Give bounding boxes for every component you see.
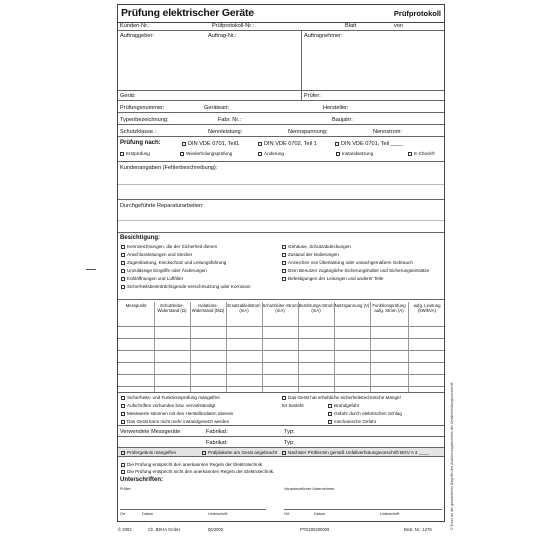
form-subtitle: Prüfprotokoll <box>393 9 441 18</box>
checkbox[interactable] <box>121 261 125 265</box>
pruefer-signature-label: Prüfer: <box>120 487 132 491</box>
table-col-line <box>298 302 299 392</box>
result-summary-row <box>118 448 444 457</box>
table-col-line <box>190 302 191 392</box>
table-col-line <box>226 302 227 392</box>
table-row[interactable] <box>118 350 444 351</box>
footer-copyright: © 2002 <box>118 527 132 532</box>
col-messpunkt: Messpunkt <box>125 303 147 308</box>
table-row[interactable] <box>118 386 444 387</box>
kundenangaben-label: Kundenangaben (Fehlerbeschreibung): <box>120 165 218 171</box>
rating-row <box>118 125 444 137</box>
unterschrift-label-right: Unterschrift <box>380 512 400 516</box>
datum-label-right: Datum <box>314 512 326 516</box>
insp-left-3[interactable]: Zugentlastung, Knickschutz und Leitungsführung <box>121 260 226 265</box>
instandsetzung-option[interactable]: Instandsetzung <box>336 151 373 156</box>
col-netzspannung: Netzspannung (V) <box>334 303 370 308</box>
result-left-1[interactable]: Sicherheits- und Funktionsprüfung mängelfrei <box>121 395 220 400</box>
nennleistung-label[interactable]: Nennleistung: <box>208 129 243 135</box>
signature-line-left[interactable] <box>120 509 266 510</box>
signature-line-right[interactable] <box>284 509 442 510</box>
checkbox[interactable] <box>258 152 262 156</box>
norm-0701-other-option[interactable]: DIN VDE 0701, Teil ____ <box>335 141 403 147</box>
result-right-3[interactable]: mechanische Gefahr <box>328 419 376 424</box>
standard-row <box>118 137 444 162</box>
datum-label-left: Datum <box>142 512 154 516</box>
ort-label-right: Ort <box>284 512 290 516</box>
write-line <box>118 184 444 185</box>
insp-right-2[interactable]: Zustand der Isolierungen <box>282 252 339 257</box>
title-bar <box>118 5 444 23</box>
footer-order: Best. Nr.: 1276 <box>404 527 432 532</box>
checkbox[interactable] <box>121 269 125 273</box>
fabrikat-label-2[interactable]: Fabrikat: <box>206 440 228 446</box>
device-row <box>118 91 444 101</box>
result-block <box>118 392 444 426</box>
checkbox[interactable] <box>408 152 412 156</box>
unterschriften-label: Unterschriften: <box>120 477 164 483</box>
header-row <box>118 22 444 31</box>
reparaturarbeiten-label: Durchgeführte Reparaturarbeiten: <box>120 203 204 209</box>
result-right-1[interactable]: Brandgefahr <box>328 403 359 408</box>
checkbox[interactable] <box>328 412 332 416</box>
statement-not-ok[interactable]: Die Prüfung entspricht nicht den anerkannten Regeln der Elektrotechnik. <box>121 469 274 474</box>
insp-right-5[interactable]: Befestigungen der Leitungen und anderer Teile <box>282 276 383 281</box>
form-title: Prüfung elektrischer Geräte <box>121 7 254 19</box>
auftraggeber-label[interactable]: Auftraggeber: <box>120 33 154 39</box>
ort-label-left: Ort <box>120 512 126 516</box>
col-schutzleiter-strom: Schutzleiter-Strom (mA) <box>262 303 298 313</box>
customer-notes-block[interactable] <box>118 162 444 200</box>
checkbox[interactable] <box>282 451 286 455</box>
col-funktionspruefung: Funktionsprüfung aufg. Strom (A) <box>372 303 406 313</box>
checkbox[interactable] <box>202 451 206 455</box>
type-row <box>118 113 444 125</box>
insp-left-1[interactable]: Kennzeichnungen, die der Sicherheit dienen <box>121 244 217 249</box>
next-test-option[interactable]: Nächster Prüftermin gemäß Unfallverhütungsvorschrift BGV A 3 ____ <box>282 450 429 455</box>
fold-mark <box>86 269 96 270</box>
insp-left-6[interactable]: Sicherheitsbeeinträchtigende Verschmutzung oder Korrosion <box>121 284 251 289</box>
plakette-option[interactable]: Prüfplakette am Gerät angebracht <box>202 450 277 455</box>
test-number-row <box>118 101 444 113</box>
result-left-2[interactable]: Aufschriften vorhanden bzw. vervollständigt <box>121 403 215 408</box>
checkbox[interactable] <box>121 451 125 455</box>
result-left-4[interactable]: Das Gerät kann nicht mehr instandgesetzt werden <box>121 419 229 424</box>
instruments-row-1 <box>118 426 444 437</box>
write-line <box>118 220 444 221</box>
von-label[interactable]: von <box>394 23 404 29</box>
checkbox[interactable] <box>121 463 125 467</box>
norm-0701-option[interactable]: DIN VDE 0701, Teil1 <box>182 141 239 147</box>
schutzklasse-label[interactable]: Schutzklasse.: <box>120 129 157 135</box>
fabr-nr-label[interactable]: Fabr. Nr.: <box>218 117 242 123</box>
client-divider <box>301 31 302 91</box>
col-ersatzableitstrom: Ersatzableitstrom (mA) <box>227 303 261 313</box>
table-col-line <box>408 302 409 392</box>
result-right-main[interactable]: Das Gerät hat erhebliche sicherheitstechnische Mängel <box>282 395 401 400</box>
blatt-label[interactable]: Blatt <box>345 23 357 29</box>
footer-code: PTD200200009 <box>300 527 330 532</box>
pruefung-nach-label: Prüfung nach: <box>120 140 161 146</box>
insp-right-4[interactable]: Dem Benutzer zugängliche Sicherungshalter und Sicherungseinsätze <box>282 268 429 273</box>
test-protocol-form <box>117 4 445 522</box>
responsible-signature-label: Verantwortlicher Unternehmer <box>284 487 335 491</box>
col-isolationswiderstand: Isolations-Widerstand (MΩ) <box>191 303 225 313</box>
nennspannung-label[interactable]: Nennspannung: <box>288 129 328 135</box>
table-row[interactable] <box>118 374 444 375</box>
typ-label[interactable]: Typ: <box>284 429 295 435</box>
auftrag-nr-label[interactable]: Auftrag-Nr.: <box>208 33 237 39</box>
typ-label-2[interactable]: Typ: <box>284 440 295 446</box>
nennstrom-label[interactable]: Nennstrom: <box>373 129 402 135</box>
insp-right-1[interactable]: Gehäuse, Schutzabdeckungen <box>282 244 351 249</box>
mangelfrei-option[interactable]: Prüfergebnis mängelfrei <box>121 450 176 455</box>
repair-notes-block[interactable] <box>118 200 444 233</box>
checkbox[interactable] <box>328 420 332 424</box>
fabrikat-label[interactable]: Fabrikat: <box>206 429 228 435</box>
client-block <box>118 31 444 91</box>
besichtigung-label: Besichtigung: <box>120 235 160 241</box>
auftragnehmer-label[interactable]: Auftragnehmer: <box>304 33 343 39</box>
table-row[interactable] <box>118 362 444 363</box>
footer-company: Ch. BEHA GmbH <box>148 527 181 532</box>
table-col-line <box>334 302 335 392</box>
checkbox[interactable] <box>282 396 286 400</box>
erstpruefung-option[interactable]: Erstprüfung <box>120 151 150 156</box>
side-note: © Einer an der gesetzlichen Begriffe des Ausführungsbezirkes der Unfallverhütungsvorschrift <box>450 382 454 530</box>
checkbox[interactable] <box>282 269 286 273</box>
checkbox[interactable] <box>121 253 125 257</box>
table-col-line <box>154 302 155 392</box>
inspection-block <box>118 233 444 300</box>
table-row[interactable] <box>118 338 444 339</box>
geraeteart-label[interactable]: Geräteart: <box>204 105 230 111</box>
signature-block <box>118 457 444 523</box>
measurement-table <box>118 302 444 392</box>
insp-left-5[interactable]: Kühlöffnungen und Luftfilter <box>121 276 183 281</box>
col-leistung: aufg. Leistung (kW/kVA) <box>413 303 441 313</box>
insp-left-4[interactable]: Unzulässige Eingriffe oder Änderungen <box>121 268 207 273</box>
table-col-line <box>262 302 263 392</box>
hersteller-label[interactable]: Hersteller: <box>323 105 349 111</box>
kunden-nr-label[interactable]: Kunden-Nr.: <box>120 23 150 29</box>
checkbox[interactable] <box>120 152 124 156</box>
checkbox[interactable] <box>121 396 125 400</box>
messgeraete-label: Verwendete Messgeräte <box>120 429 181 435</box>
checkbox[interactable] <box>121 470 125 474</box>
checkbox[interactable] <box>121 245 125 249</box>
checkbox[interactable] <box>336 152 340 156</box>
table-header-line <box>118 326 444 327</box>
checkbox[interactable] <box>180 152 184 156</box>
result-left-3[interactable]: Messwerte stimmen mit den Herstellerdaten überein <box>121 411 233 416</box>
echeck-option[interactable]: E-Check® <box>408 151 435 156</box>
insp-right-3[interactable]: Anzeichen von Überlastung oder unsachgemäßem Gebrauch <box>282 260 413 265</box>
aenderung-option[interactable]: Änderung <box>258 151 284 156</box>
checkbox[interactable] <box>121 404 125 408</box>
es-besteht-label: Es besteht <box>282 403 304 408</box>
wiederholung-option[interactable]: Wiederholungsprüfung <box>180 151 232 156</box>
checkbox[interactable] <box>121 420 125 424</box>
footer-date: 06/2002 <box>208 527 224 532</box>
checkbox[interactable] <box>282 253 286 257</box>
instruments-row-2 <box>118 437 444 448</box>
geraet-label[interactable]: Gerät: <box>120 93 136 99</box>
typenbezeichnung-label[interactable]: Typenbezeichnung: <box>120 117 169 123</box>
unterschrift-label-left: Unterschrift <box>208 512 228 516</box>
table-col-line <box>370 302 371 392</box>
insp-left-2[interactable]: Anschlussleitungen und Stecker <box>121 252 192 257</box>
result-right-2[interactable]: Gefahr durch elektrischen Schlag <box>328 411 402 416</box>
col-beruehrungsstrom: Berührungs-Strom (mA) <box>298 303 334 313</box>
checkbox[interactable] <box>328 404 332 408</box>
checkbox[interactable] <box>282 245 286 249</box>
pruefprotokoll-nr-label[interactable]: Prüfprotokoll-Nr.: <box>212 23 254 29</box>
checkbox[interactable] <box>121 285 125 289</box>
pruefungsnummer-label[interactable]: Prüfungsnummer: <box>120 105 165 111</box>
checkbox[interactable] <box>282 261 286 265</box>
baujahr-label[interactable]: Baujahr: <box>332 117 353 123</box>
checkbox[interactable] <box>182 142 186 146</box>
checkbox[interactable] <box>121 277 125 281</box>
checkbox[interactable] <box>335 142 339 146</box>
statement-ok[interactable]: Die Prüfung entspricht den anerkannten Regeln der Elektrotechnik. <box>121 462 263 467</box>
pruefer-label[interactable]: Prüfer: <box>304 93 321 99</box>
device-divider <box>301 91 302 101</box>
norm-0702-option[interactable]: DIN VDE 0702, Teil 1 <box>258 141 317 147</box>
checkbox[interactable] <box>258 142 262 146</box>
checkbox[interactable] <box>121 412 125 416</box>
col-schutzleiter-widerstand: Schutzleiter-Widerstand (Ω) <box>157 303 187 313</box>
checkbox[interactable] <box>282 277 286 281</box>
